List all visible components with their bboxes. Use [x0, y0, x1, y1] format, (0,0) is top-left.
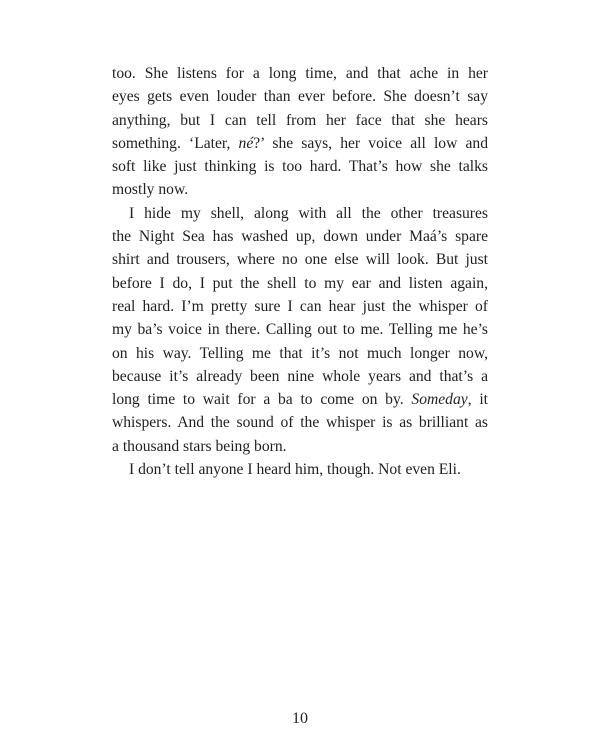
- text-line: [112, 109, 488, 132]
- text-line: [112, 458, 488, 481]
- text-line: [112, 178, 488, 201]
- text-segment: real hard. I’m pretty sure I can hear just the whisper of: [112, 297, 488, 315]
- text-line: [112, 272, 488, 295]
- text-segment: on his way. Telling me that it’s not much longer now,: [112, 344, 488, 362]
- text-segment: a thousand stars being born.: [112, 437, 287, 455]
- text-segment: I hide my shell, along with all the other treasures: [129, 204, 488, 222]
- text-line: [112, 248, 488, 271]
- text-line: [112, 202, 488, 225]
- text-line: [112, 225, 488, 248]
- text-line: [112, 132, 488, 155]
- text-line: [112, 155, 488, 178]
- text-segment: anything, but I can tell from her face that she hears: [112, 111, 488, 129]
- text-segment: something. ‘Later,: [112, 134, 239, 152]
- text-line: [112, 435, 488, 458]
- paragraph: [112, 202, 488, 458]
- text-segment: long time to wait for a ba to come on by.: [112, 391, 412, 409]
- text-line: [112, 411, 488, 434]
- paragraph: [112, 458, 488, 481]
- text-line: [112, 388, 488, 411]
- text-segment: , it: [467, 391, 488, 409]
- text-segment: eyes gets even louder than ever before. She doesn’t say: [112, 88, 488, 106]
- text-segment: before I do, I put the shell to my ear and listen again,: [112, 274, 488, 292]
- text-line: [112, 365, 488, 388]
- text-segment: soft like just thinking is too hard. That’s how she talks: [112, 158, 488, 176]
- italic-text: Someday: [411, 391, 468, 409]
- text-segment: mostly now.: [112, 181, 189, 199]
- page-number: 10: [292, 710, 308, 727]
- text-line: [112, 342, 488, 365]
- text-segment: I don’t tell anyone I heard him, though. Not even Eli.: [129, 461, 461, 479]
- text-segment: ?’ she says, her voice all low and: [253, 134, 488, 152]
- text-line: [112, 295, 488, 318]
- body-text: [112, 62, 488, 481]
- text-segment: whispers. And the sound of the whisper is as brilliant as: [112, 414, 488, 432]
- italic-text: né: [238, 134, 254, 152]
- text-segment: my ba’s voice in there. Calling out to me. Telling me he’s: [112, 321, 488, 339]
- text-line: [112, 85, 488, 108]
- text-segment: shirt and trousers, where no one else will look. But just: [112, 251, 488, 269]
- text-segment: too. She listens for a long time, and that ache in her: [112, 65, 488, 82]
- text-segment: because it’s already been nine whole years and that’s a: [112, 367, 488, 385]
- text-line: [112, 318, 488, 341]
- paragraph: [112, 62, 488, 202]
- text-line: [112, 62, 488, 85]
- text-segment: the Night Sea has washed up, down under Maá’s spare: [112, 228, 488, 246]
